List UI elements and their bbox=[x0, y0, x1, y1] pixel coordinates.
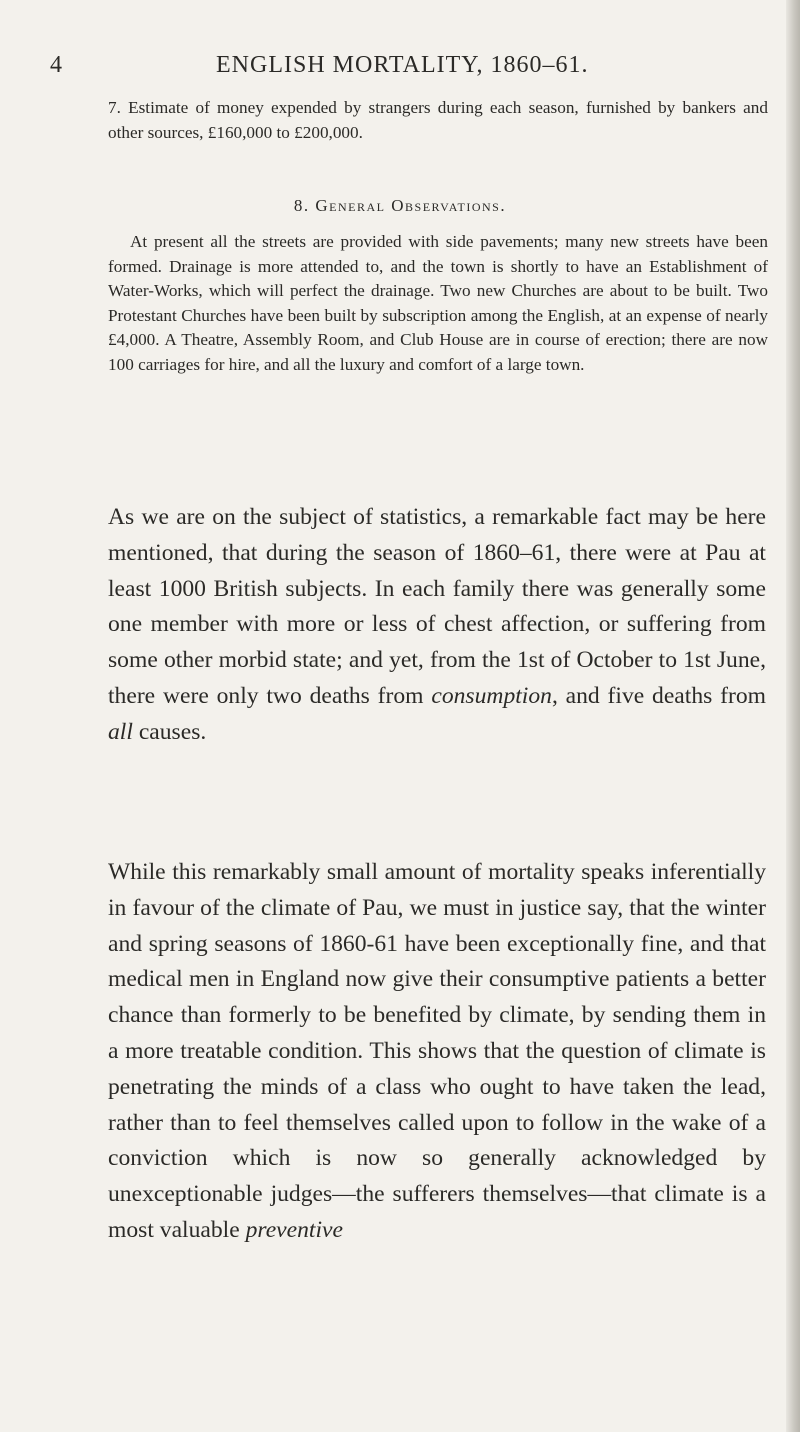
para2-text-a: While this remarkably small amount of mortality speaks inferentially in favour of the climate of Pau, we must in justice say, that the winter and spring seasons of 1860-61 have been exceptionally fine, and that medical men in England now give their consumptive patients a better chance than formerly to be benefited by climate, by sending them in a more treatable condition. This shows that the question of climate is penetrating the minds of a class who ought to have taken the lead, rather than to feel themselves called upon to follow in the wake of a conviction which is now so generally acknowledged by unexceptionable judges—the sufferers themselves—that climate is a most valuable bbox=[108, 859, 766, 1243]
para1-text-a: As we are on the subject of statistics, a remarkable fact may be here mentioned, that during the season of 1860–61, there were at Pau at least 1000 British subjects. In each family there was generally some one member with more or less of chest affection, or suffering from some other morbid state; and yet, from the 1st of October to 1st June, there were only two deaths from bbox=[108, 504, 766, 709]
para1-emphasis-all: all bbox=[108, 718, 133, 745]
section-8-text: At present all the streets are provided with side pavements; many new streets have been formed. Drainage is more attended to, and the town is shortly to have an Establishment of Water-Works, which will perfect the drainage. Two new Churches are about to be built. Two Protestant Churches have been built by subscription among the English, at an expense of nearly £4,000. A Theatre, Assembly Room, and Club House are in course of erection; there are now 100 carriages for hire, and all the luxury and comfort of a large town. bbox=[108, 232, 768, 374]
para2-emphasis-preventive: preventive bbox=[245, 1216, 343, 1243]
body-paragraph-1 bbox=[108, 500, 766, 751]
para1-text-c: causes. bbox=[132, 718, 207, 745]
body-paragraph-2 bbox=[108, 855, 766, 1249]
section-8-paragraph bbox=[108, 230, 768, 377]
section-heading: 8. General Observations. bbox=[293, 196, 507, 215]
page-number: 4 bbox=[50, 52, 63, 78]
running-header bbox=[50, 48, 740, 84]
para1-emphasis-consumption: consumption bbox=[431, 682, 552, 709]
page-edge-shadow bbox=[786, 0, 800, 1432]
item-7-text: 7. Estimate of money expended by strangers during each season, furnished by bankers and other sources, £160,000 to £200,000. bbox=[108, 98, 768, 142]
para1-text-b: , and five deaths from bbox=[551, 682, 766, 709]
running-title: ENGLISH MORTALITY, 1860–61. bbox=[216, 52, 589, 78]
item-7-paragraph bbox=[108, 96, 768, 145]
